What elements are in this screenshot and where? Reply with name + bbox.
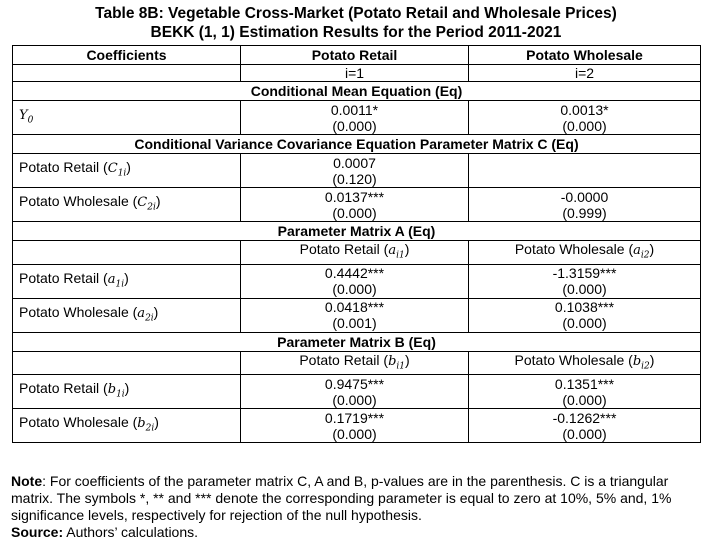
matc-row-1-retail-cell (241, 154, 469, 188)
matb-row-2-label: Potato Wholesale $(b_{2i})$ (13, 409, 241, 443)
index-i1: i=1 (241, 65, 469, 82)
section-mean: Conditional Mean Equation (Eq) (13, 82, 701, 101)
matb-row-1-c1-value: 0.9475*** (324, 375, 385, 392)
mata-row-2-c2-value: 0.1038*** (554, 299, 615, 316)
gamma-retail-cell (241, 101, 469, 135)
gamma-wholesale-value: 0.0013* (560, 101, 609, 118)
matb-row-2-c2-pvalue: (0.000) (562, 425, 607, 442)
source-text: Authors’ calculations. (63, 524, 199, 540)
mata-col1-header: Potato Retail $(a_{i1})$ (241, 241, 469, 265)
header-potato-retail: Potato Retail (241, 46, 469, 65)
gamma-row (13, 101, 701, 135)
section-matb: Parameter Matrix B (Eq) (13, 332, 701, 351)
gamma-label: $\Upsilon_0$ (13, 101, 241, 135)
gamma-wholesale-cell (469, 101, 701, 135)
matb-col-header-row (13, 351, 701, 375)
matb-col2-header: Potato Wholesale $(b_{i2})$ (469, 351, 701, 375)
matb-col1-header: Potato Retail $(b_{i1})$ (241, 351, 469, 375)
matb-row-1-c1-pvalue: (0.000) (332, 391, 377, 408)
results-table (12, 45, 701, 443)
index-row (13, 65, 701, 82)
header-coefficients: Coefficients (13, 46, 241, 65)
mata-row-2-c2 (469, 298, 701, 332)
matb-row-2-c2-value: -0.1262*** (552, 409, 617, 426)
matb-row-2 (13, 409, 701, 443)
table-note (11, 473, 705, 541)
mata-col2-header: Potato Wholesale $(a_{i2})$ (469, 241, 701, 265)
matb-row-2-c1-value: 0.1719*** (324, 409, 385, 426)
mata-row-1-c2-value: -1.3159*** (552, 265, 617, 282)
table-title (0, 0, 712, 42)
matc-row-2-label: Potato Wholesale $(C_{2i})$ (13, 188, 241, 222)
mata-row-1 (13, 264, 701, 298)
matc-row-1-retail-value: 0.0007 (333, 154, 376, 171)
mata-row-1-c1 (241, 264, 469, 298)
matb-row-2-c1-pvalue: (0.000) (332, 425, 377, 442)
gamma-wholesale-pvalue: (0.000) (562, 117, 607, 134)
matc-row-1 (13, 154, 701, 188)
mata-row-2-c2-pvalue: (0.000) (562, 315, 607, 332)
mata-row-2 (13, 298, 701, 332)
gamma-retail-value: 0.0011* (330, 101, 379, 118)
section-mata-row (13, 222, 701, 241)
header-row (13, 46, 701, 65)
matc-row-2-wholesale-cell (469, 188, 701, 222)
matb-row-1-c2-value: 0.1351*** (554, 375, 615, 392)
mata-row-1-label: Potato Retail $(a_{1i})$ (13, 264, 241, 298)
matb-row-1-label: Potato Retail $(b_{1i})$ (13, 375, 241, 409)
mata-row-1-c1-value: 0.4442*** (324, 265, 385, 282)
section-mean-row (13, 82, 701, 101)
matc-row-1-wholesale-cell (469, 154, 701, 188)
mata-row-1-c2 (469, 264, 701, 298)
mata-row-2-label: Potato Wholesale $(a_{2i})$ (13, 298, 241, 332)
matb-row-1-c2-pvalue: (0.000) (562, 391, 607, 408)
mata-row-2-c1 (241, 298, 469, 332)
index-i2: i=2 (469, 65, 701, 82)
header-potato-wholesale: Potato Wholesale (469, 46, 701, 65)
matc-row-2-retail-cell (241, 188, 469, 222)
mata-row-2-c1-value: 0.0418*** (324, 299, 385, 316)
mata-row-2-c1-pvalue: (0.001) (332, 315, 377, 332)
title-line-2: BEKK (1, 1) Estimation Results for the Period 2011-2021 (150, 24, 562, 41)
mata-col-header-row (13, 241, 701, 265)
matc-row-2-wholesale-value: -0.0000 (560, 188, 609, 205)
section-varcov: Conditional Variance Covariance Equation Parameter Matrix C (Eq) (13, 135, 701, 154)
note-label: Note (11, 473, 43, 489)
matb-row-2-c1 (241, 409, 469, 443)
mata-row-1-c1-pvalue: (0.000) (332, 281, 377, 298)
matc-row-2-retail-value: 0.0137*** (324, 188, 385, 205)
section-matb-row (13, 332, 701, 351)
matb-row-1 (13, 375, 701, 409)
matb-row-1-c2 (469, 375, 701, 409)
matc-row-1-retail-pvalue: (0.120) (332, 170, 377, 187)
gamma-retail-pvalue: (0.000) (332, 117, 377, 134)
matc-row-2-retail-pvalue: (0.000) (332, 204, 377, 221)
matb-row-2-c2 (469, 409, 701, 443)
matc-row-2 (13, 188, 701, 222)
title-line-1: Table 8B: Vegetable Cross-Market (Potato Retail and Wholesale Prices) (95, 5, 617, 22)
note-text: : For coefficients of the parameter matrix C, A and B, p-values are in the parenthesis. C is a triangular matrix. The symbols *, ** and *** denote the corresponding parameter is equal to zero at 10%, 5% and, 1% significance levels, respectively for rejection of the null hypothesis. (11, 473, 672, 523)
mata-row-1-c2-pvalue: (0.000) (562, 281, 607, 298)
section-varcov-row (13, 135, 701, 154)
section-mata: Parameter Matrix A (Eq) (13, 222, 701, 241)
source-label: Source: (11, 524, 64, 540)
matc-row-2-wholesale-pvalue: (0.999) (562, 204, 607, 221)
matb-row-1-c1 (241, 375, 469, 409)
matc-row-1-label: Potato Retail $(C_{1i})$ (13, 154, 241, 188)
